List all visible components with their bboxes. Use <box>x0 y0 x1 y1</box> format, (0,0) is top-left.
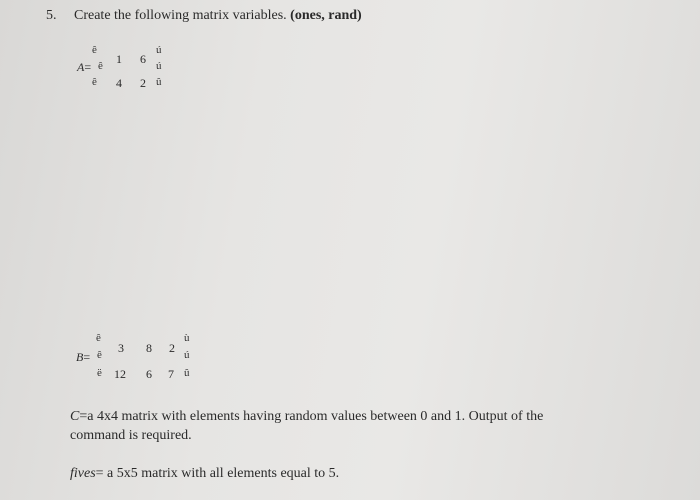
fives-var: fives <box>70 466 96 481</box>
matrix-b-cell: 2 <box>169 341 175 355</box>
matrix-b-bracket-glyph: ê <box>96 332 101 344</box>
matrix-b-bracket-glyph: û <box>184 367 190 379</box>
matrix-a-cell: 2 <box>140 76 146 90</box>
matrix-a-bracket-glyph: ê <box>98 60 103 72</box>
matrix-a-cell: 6 <box>140 52 146 66</box>
matrix-c-description-line1: C=a 4x4 matrix with elements having random values between 0 and 1. Output of the <box>70 409 544 424</box>
question-number: 5. <box>46 8 57 23</box>
matrix-a-bracket-glyph: ú <box>156 44 162 56</box>
matrix-b-bracket-glyph: ù <box>184 332 190 344</box>
question-text-plain: Create the following matrix variables. <box>74 8 287 23</box>
matrix-b-cell: 7 <box>168 367 174 381</box>
matrix-b-cell: 12 <box>114 367 126 381</box>
matrix-b-cell: 3 <box>118 341 124 355</box>
matrix-a-cell: 4 <box>116 76 122 90</box>
matrix-a-bracket-glyph: ú <box>156 60 162 72</box>
matrix-a-bracket-glyph: ê <box>92 76 97 88</box>
matrix-b-bracket-glyph: ë <box>97 367 102 379</box>
question-text <box>74 8 362 24</box>
matrix-b-label: B= <box>76 350 91 364</box>
matrix-a-bracket-glyph: ê <box>92 44 97 56</box>
matrix-c-var: C <box>70 409 80 424</box>
matrix-b-cell: 8 <box>146 341 152 355</box>
matrix-b-cell: 6 <box>146 367 152 381</box>
matrix-b-bracket-glyph: ú <box>184 349 190 361</box>
matrix-a-bracket-glyph: û <box>156 76 162 88</box>
matrix-c-description-line2: command is required. <box>70 428 192 443</box>
matrix-b-bracket-glyph: ê <box>97 349 102 361</box>
fives-description: fives= a 5x5 matrix with all elements equal to 5. <box>70 466 340 481</box>
matrix-a-cell: 1 <box>116 52 122 66</box>
matrix-a-label: A= <box>77 60 92 74</box>
question-text-bold: (ones, rand) <box>290 8 362 23</box>
